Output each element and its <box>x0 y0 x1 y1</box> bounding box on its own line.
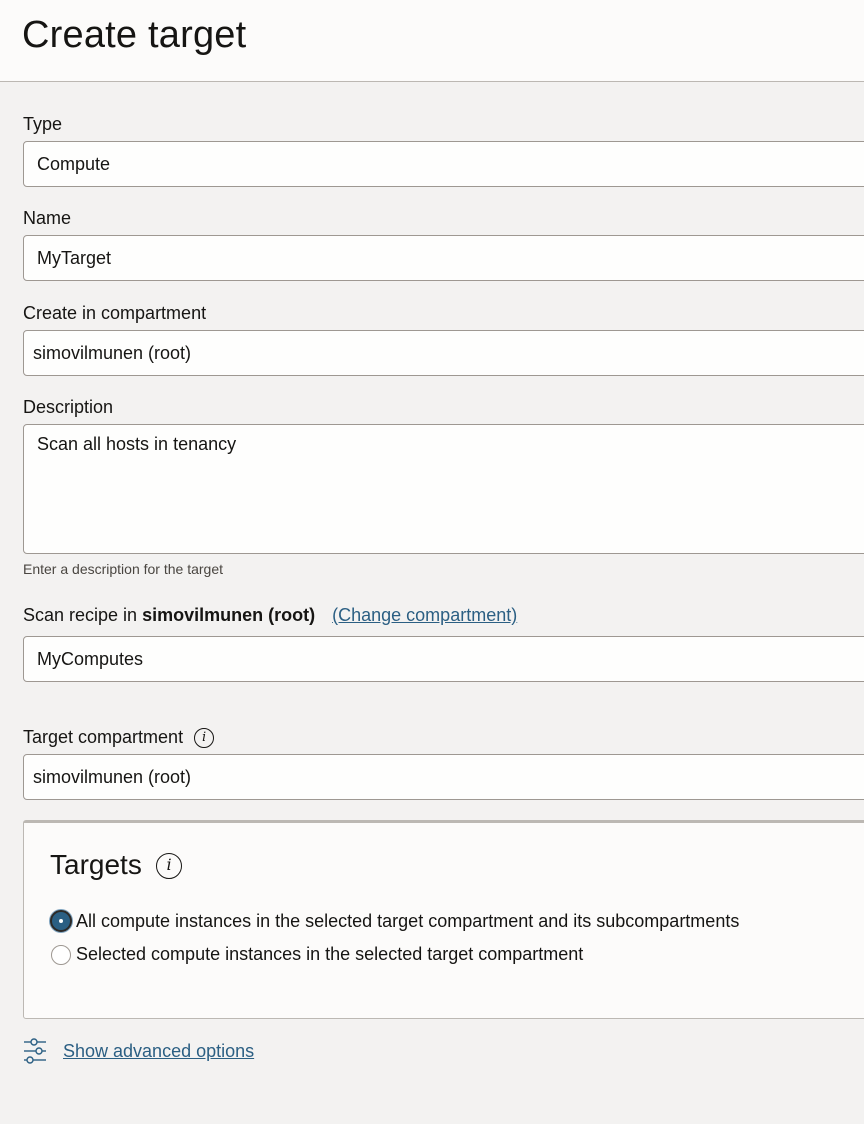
sliders-icon <box>23 1038 47 1064</box>
targets-option-all-label: All compute instances in the selected target compartment and its subcompartments <box>76 910 740 931</box>
scan-recipe-select[interactable]: MyComputes <box>23 636 864 682</box>
info-icon[interactable]: i <box>194 728 214 748</box>
target-compartment-select[interactable]: simovilmunen (root) <box>23 754 864 800</box>
targets-option-selected-label: Selected compute instances in the selected target compartment <box>76 944 584 964</box>
show-advanced-options-link[interactable]: Show advanced options <box>63 1040 255 1061</box>
description-textarea[interactable]: Scan all hosts in tenancy <box>23 424 864 554</box>
description-help-text: Enter a description for the target <box>23 561 223 577</box>
description-label: Description <box>23 397 114 417</box>
targets-option-selected[interactable] <box>50 944 583 965</box>
scan-recipe-compartment-name: simovilmunen (root) <box>142 605 316 625</box>
targets-panel <box>23 820 864 1019</box>
advanced-options-toggle[interactable] <box>23 1038 254 1064</box>
radio-unselected-icon[interactable] <box>51 945 71 965</box>
change-compartment-link[interactable]: (Change compartment) <box>332 605 518 625</box>
page-header <box>0 0 864 82</box>
target-compartment-label: Target compartment <box>23 727 184 747</box>
name-label: Name <box>23 208 72 228</box>
targets-title: Targets <box>50 849 142 880</box>
scan-recipe-label-prefix: Scan recipe in <box>23 605 138 625</box>
page-title: Create target <box>22 14 247 56</box>
compartment-select[interactable]: simovilmunen (root) <box>23 330 864 376</box>
compartment-label: Create in compartment <box>23 303 207 323</box>
type-label: Type <box>23 114 63 134</box>
target-compartment-label-row <box>23 727 214 748</box>
name-input[interactable]: MyTarget <box>23 235 864 281</box>
type-select[interactable]: Compute <box>23 141 864 187</box>
info-icon[interactable]: i <box>156 853 182 879</box>
scan-recipe-label <box>23 605 517 626</box>
targets-option-all[interactable] <box>50 910 739 932</box>
radio-selected-icon[interactable] <box>50 910 72 932</box>
